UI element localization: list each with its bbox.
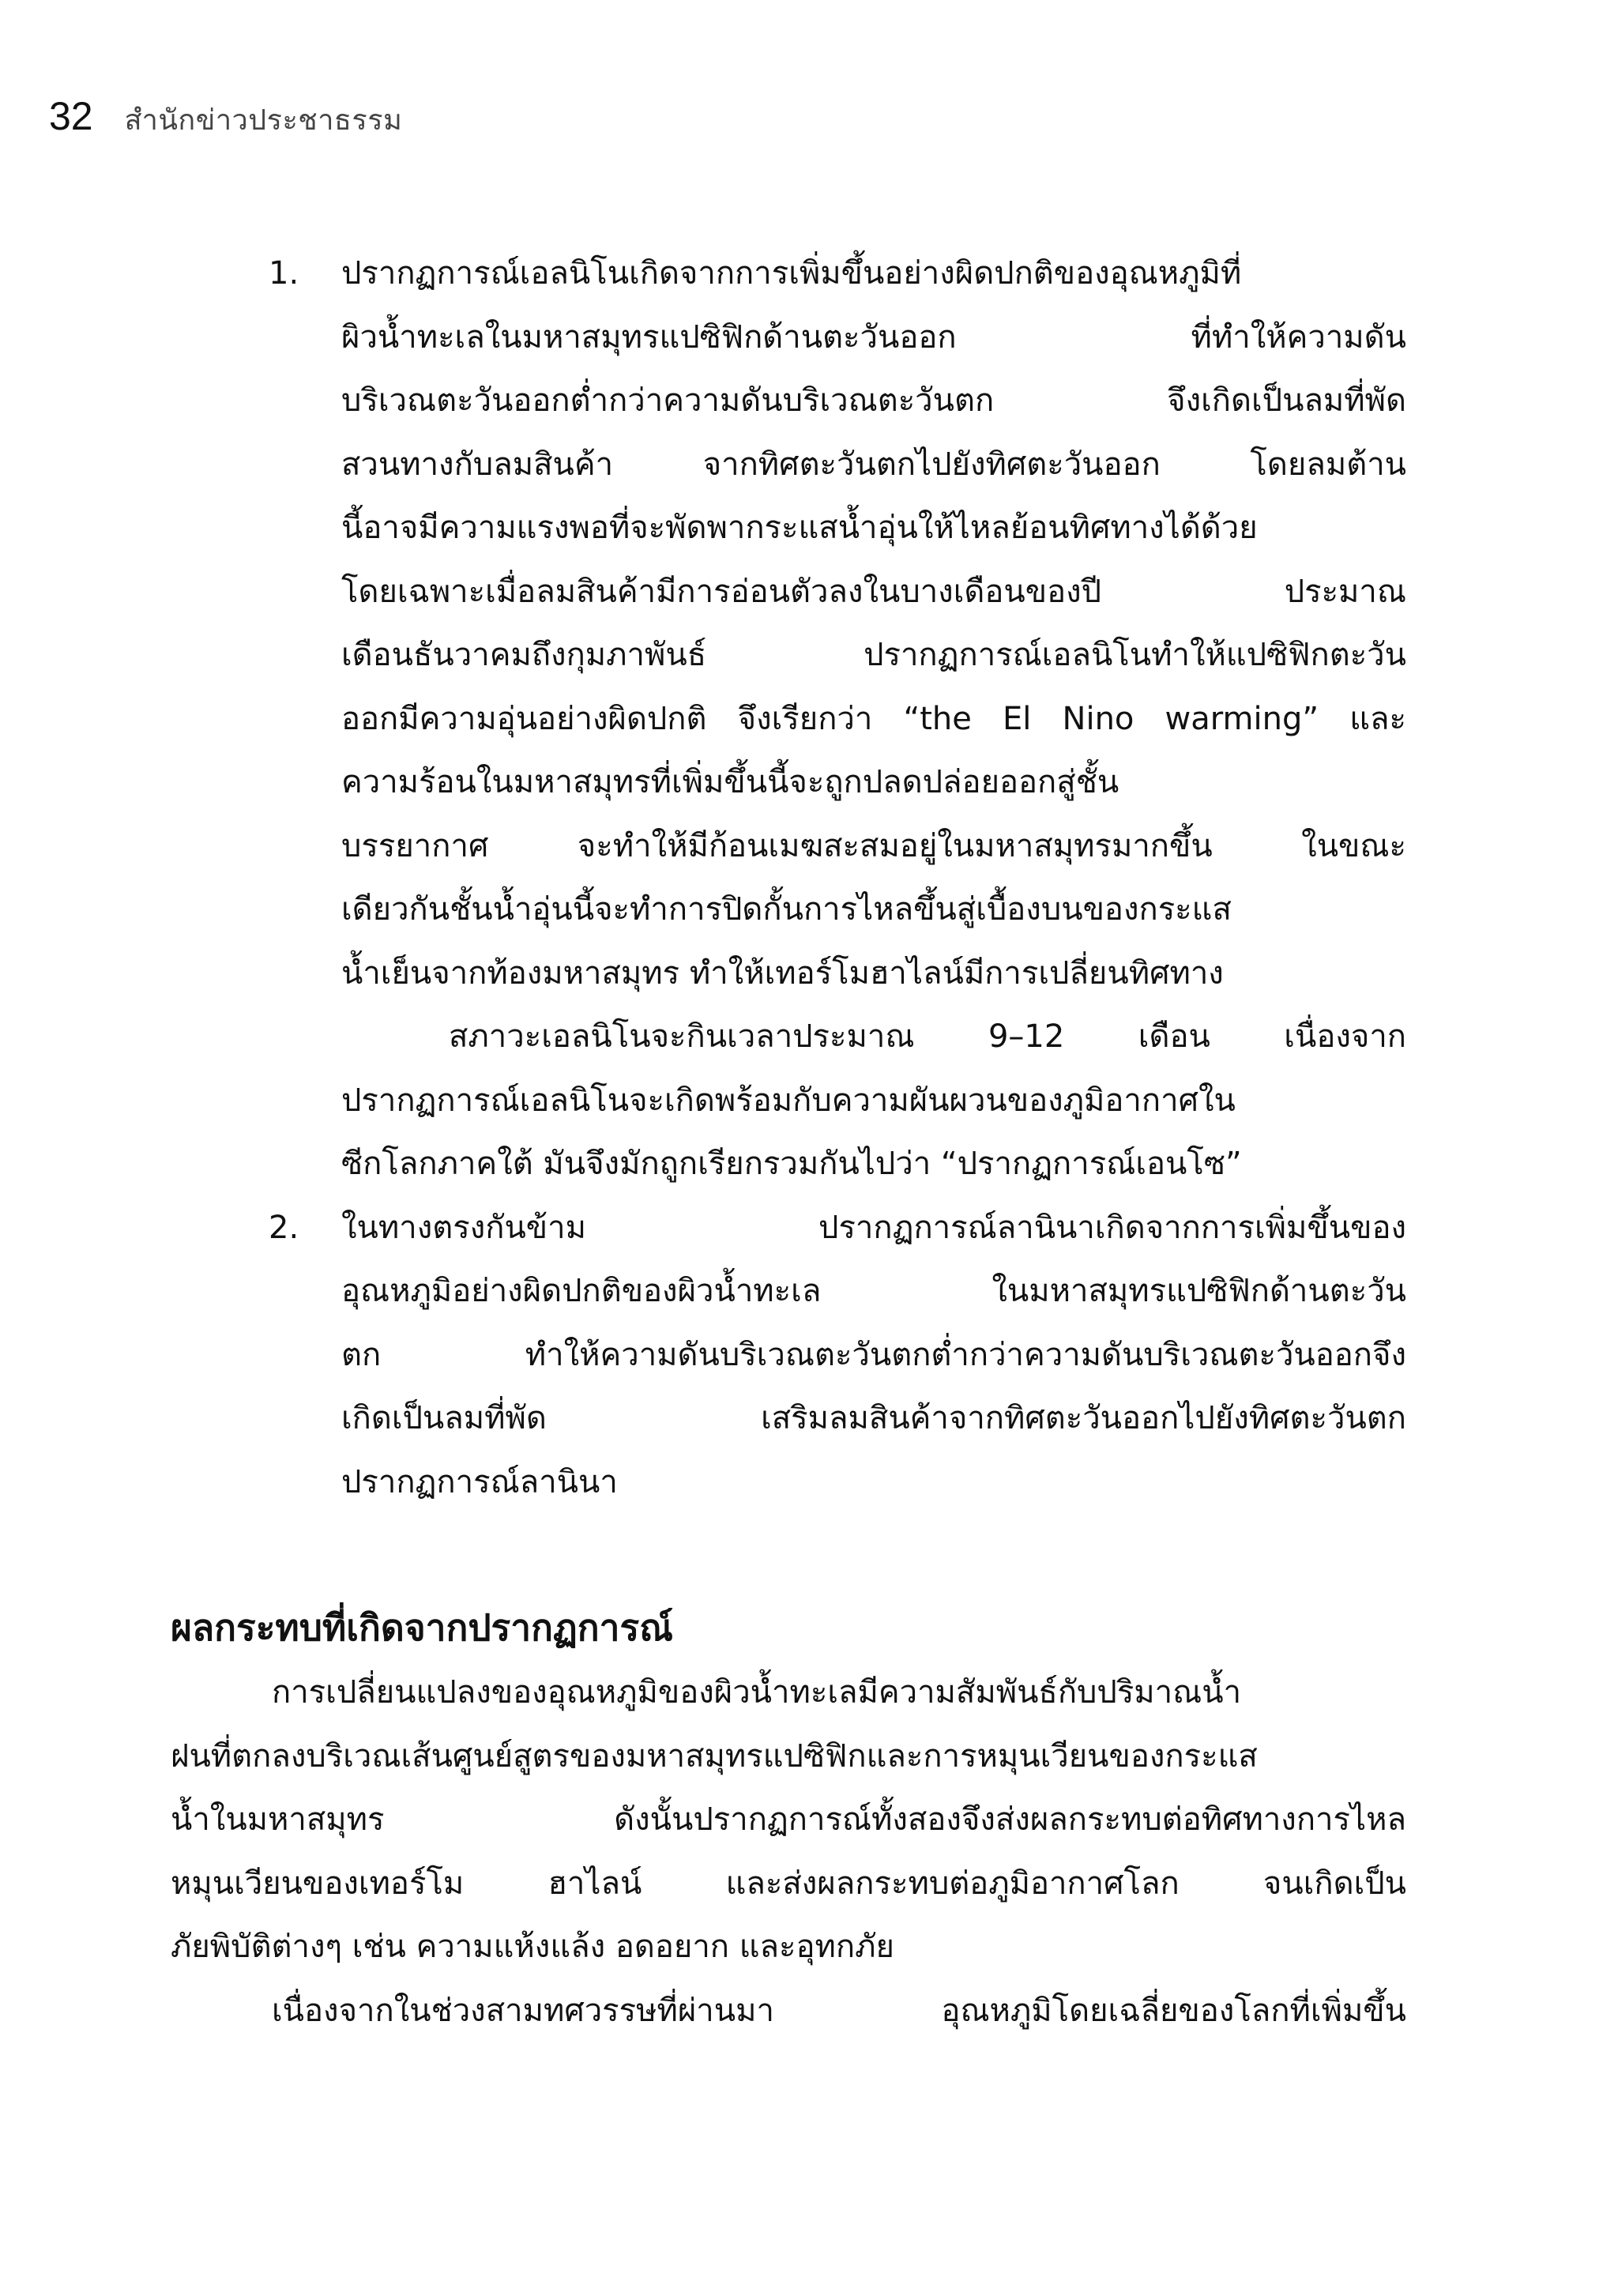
paragraph-line: ภัยพิบัติต่างๆ เช่น ความแห้งแล้ง อดอยาก และอุทกภัย — [171, 1929, 894, 1965]
numbered-list — [269, 242, 1406, 1514]
text-line: น้ำเย็นจากท้องมหาสมุทร ทำให้เทอร์โมฮาไลน์มีการเปลี่ยนทิศทาง — [341, 954, 1224, 992]
list-marker: 2. — [269, 1209, 299, 1246]
paragraph-line: หมุนเวียนของเทอร์โม ฮาไลน์ และส่งผลกระทบต่อภูมิอากาศโลก จนเกิดเป็น — [171, 1865, 1406, 1902]
text-line: ปรากฏการณ์เอลนิโนเกิดจากการเพิ่มขึ้นอย่างผิดปกติของอุณหภูมิที่ — [341, 255, 1242, 292]
text-line: เดือนธันวาคมถึงกุมภาพันธ์ ปรากฏการณ์เอลนิโนทำให้แปซิฟิกตะวัน — [341, 637, 1406, 673]
text-line: สวนทางกับลมสินค้า จากทิศตะวันตกไปยังทิศตะวันออก โดยลมต้าน — [341, 446, 1406, 483]
paragraph-line: น้ำในมหาสมุทร ดังนั้นปรากฏการณ์ทั้งสองจึงส่งผลกระทบต่อทิศทางการไหล — [171, 1801, 1406, 1838]
text-line: ตก ทำให้ความดันบริเวณตะวันตกต่ำกว่าความดันบริเวณตะวันออกจึง — [341, 1336, 1406, 1373]
impact-section — [171, 1596, 1406, 2042]
list-marker: 1. — [269, 255, 299, 292]
text-line: ในทางตรงกันข้าม ปรากฏการณ์ลานินาเกิดจากการเพิ่มขึ้นของ — [341, 1209, 1406, 1246]
text-line: บริเวณตะวันออกต่ำกว่าความดันบริเวณตะวันตก จึงเกิดเป็นลมที่พัด — [341, 382, 1406, 419]
text-line: ปรากฏการณ์ลานินา — [341, 1463, 618, 1500]
page-number: 32 — [49, 94, 93, 138]
text-line: ความร้อนในมหาสมุทรที่เพิ่มขึ้นนี้จะถูกปลดปล่อยออกสู่ชั้น — [341, 764, 1119, 800]
text-line: เดียวกันชั้นน้ำอุ่นนี้จะทำการปิดกั้นการไหลขึ้นสู่เบื้องบนของกระแส — [341, 891, 1232, 928]
text-line: เกิดเป็นลมที่พัด เสริมลมสินค้าจากทิศตะวันออกไปยังทิศตะวันตก — [341, 1400, 1406, 1436]
list-item-2 — [269, 1196, 1406, 1515]
page-header — [49, 93, 402, 156]
text-line: โดยเฉพาะเมื่อลมสินค้ามีการอ่อนตัวลงในบางเดือนของปี ประมาณ — [341, 573, 1406, 610]
paragraph-line: การเปลี่ยนแปลงของอุณหภูมิของผิวน้ำทะเลมีความสัมพันธ์กับปริมาณน้ำ — [272, 1674, 1242, 1711]
paragraph-line: เนื่องจากในช่วงสามทศวรรษที่ผ่านมา อุณหภูมิโดยเฉลี่ยของโลกที่เพิ่มขึ้น — [272, 1992, 1406, 2029]
continuation-line: ปรากฏการณ์เอลนิโนจะเกิดพร้อมกับความผันผวนของภูมิอากาศใน — [341, 1082, 1236, 1119]
text-line: ผิวน้ำทะเลในมหาสมุทรแปซิฟิกด้านตะวันออก ที่ทำให้ความดัน — [341, 318, 1406, 356]
text-line: บรรยากาศ จะทำให้มีก้อนเมฆสะสมอยู่ในมหาสมุทรมากขึ้น ในขณะ — [341, 827, 1406, 864]
continuation-line: ซีกโลกภาคใต้ มันจึงมักถูกเรียกรวมกันไปว่า “ปรากฏการณ์เอนโซ” — [341, 1146, 1242, 1182]
continuation-line: สภาวะเอลนิโนจะกินเวลาประมาณ 9–12 เดือน เนื่องจาก — [449, 1018, 1406, 1055]
text-line: อุณหภูมิอย่างผิดปกติของผิวน้ำทะเล ในมหาสมุทรแปซิฟิกด้านตะวัน — [341, 1273, 1406, 1309]
running-title: สำนักข่าวประชาธรรม — [124, 104, 403, 137]
text-line: ออกมีความอุ่นอย่างผิดปกติ จึงเรียกว่า “the El Nino warming” และ — [341, 700, 1406, 737]
section-body — [171, 1661, 1406, 2042]
list-item-1 — [269, 242, 1406, 1196]
section-heading: ผลกระทบที่เกิดจากปรากฏการณ์ — [171, 1606, 673, 1649]
paragraph-line: ฝนที่ตกลงบริเวณเส้นศูนย์สูตรของมหาสมุทรแปซิฟิกและการหมุนเวียนของกระแส — [171, 1737, 1258, 1775]
text-line: นี้อาจมีความแรงพอที่จะพัดพากระแสน้ำอุ่นให้ไหลย้อนทิศทางได้ด้วย — [341, 510, 1258, 546]
